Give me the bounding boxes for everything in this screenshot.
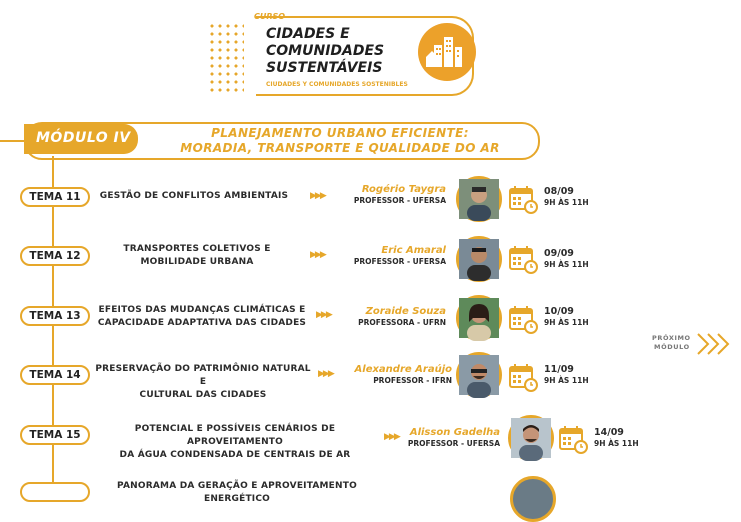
speaker-name: Rogério Taygra <box>361 184 446 195</box>
chevron-right-icon[interactable] <box>696 332 736 356</box>
topic-line2: MOBILIDADE URBANA <box>140 257 254 267</box>
date-hours: 9H ÀS 11H <box>544 260 589 269</box>
session-date <box>544 248 589 269</box>
schedule-row <box>0 228 741 284</box>
topic-text <box>90 423 380 462</box>
speaker-role: PROFESSORA - UFRN <box>358 318 446 327</box>
topic-text <box>92 363 314 402</box>
module-title <box>148 126 532 156</box>
triple-arrow-icon: ▶▶▶ <box>310 250 325 260</box>
tema-badge: TEMA 15 <box>20 425 90 445</box>
speaker-info <box>346 184 446 205</box>
speaker-name: Zoraide Souza <box>365 306 446 317</box>
tema-badge <box>20 482 90 502</box>
tema-badge: TEMA 12 <box>20 246 90 266</box>
module-label: MÓDULO IV <box>36 130 131 146</box>
module-title-line2: MORADIA, TRANSPORTE E QUALIDADE DO AR <box>180 141 500 155</box>
date-hours: 9H ÀS 11H <box>594 439 639 448</box>
speaker-role: PROFESSOR - UFERSA <box>407 439 500 448</box>
date-hours: 9H ÀS 11H <box>544 198 589 207</box>
tema-badge: TEMA 14 <box>20 365 90 385</box>
speaker-avatar <box>456 176 502 222</box>
speaker-avatar <box>508 415 554 461</box>
topic-line1: EFEITOS DAS MUDANÇAS CLIMÁTICAS E <box>98 305 306 315</box>
topic-line2: CULTURAL DAS CIDADES <box>139 390 267 400</box>
city-buildings-icon <box>418 23 476 81</box>
course-label: CURSO <box>254 12 286 21</box>
date-hours: 9H ÀS 11H <box>544 376 589 385</box>
course-subtitle: CIUDADES Y COMUNIDADES SOSTENIBLES <box>266 81 408 88</box>
speaker-role: PROFESSOR - UFERSA <box>353 257 446 266</box>
topic-line1: GESTÃO DE CONFLITOS AMBIENTAIS <box>99 191 289 201</box>
speaker-info <box>402 427 500 448</box>
schedule-row <box>0 408 741 464</box>
triple-arrow-icon: ▶▶▶ <box>316 310 331 320</box>
topic-line1: PRESERVAÇÃO DO PATRIMÔNIO NATURAL E <box>95 364 311 387</box>
session-date <box>544 364 589 385</box>
session-date <box>594 427 639 448</box>
speaker-info <box>346 245 446 266</box>
session-date <box>544 306 589 327</box>
speaker-role: PROFESSOR - IFRN <box>373 376 452 385</box>
calendar-clock-icon <box>558 424 588 454</box>
date-day: 11/09 <box>544 364 574 375</box>
next-line1: PRÓXIMO <box>652 334 691 342</box>
calendar-clock-icon <box>508 304 538 334</box>
date-day: 09/09 <box>544 248 574 259</box>
module-title-line1: PLANEJAMENTO URBANO EFICIENTE: <box>211 126 469 140</box>
schedule-row <box>0 172 741 228</box>
next-module-label[interactable] <box>652 334 691 352</box>
topic-text <box>92 190 296 203</box>
speaker-avatar <box>510 476 556 522</box>
speaker-name: Eric Amaral <box>381 245 446 256</box>
speaker-name: Alexandre Araújo <box>354 364 452 375</box>
calendar-clock-icon <box>508 184 538 214</box>
topic-line2: CAPACIDADE ADAPTATIVA DAS CIDADES <box>97 318 307 328</box>
next-line2: MÓDULO <box>654 343 690 351</box>
schedule-row <box>0 346 741 402</box>
speaker-name: Alisson Gadelha <box>409 427 500 438</box>
speaker-avatar <box>456 295 502 341</box>
topic-text <box>92 243 302 269</box>
topic-line2: DA ÁGUA CONDENSADA DE CENTRAIS DE AR <box>119 450 351 460</box>
calendar-clock-icon <box>508 244 538 274</box>
date-day: 10/09 <box>544 306 574 317</box>
course-title: CIDADES E COMUNIDADES SUSTENTÁVEIS <box>266 26 385 76</box>
decorative-dot-grid <box>208 22 244 94</box>
tema-badge: TEMA 13 <box>20 306 90 326</box>
triple-arrow-icon: ▶▶▶ <box>310 191 325 201</box>
speaker-info <box>340 306 446 327</box>
schedule-row <box>0 288 741 344</box>
triple-arrow-icon: ▶▶▶ <box>318 369 333 379</box>
topic-text <box>92 304 312 330</box>
speaker-avatar <box>456 236 502 282</box>
speaker-role: PROFESSOR - UFERSA <box>353 196 446 205</box>
speaker-info <box>340 364 452 385</box>
topic-line1: PANORAMA DA GERAÇÃO E APROVEITAMENTO ENERGÉTICO <box>117 481 357 504</box>
date-day: 14/09 <box>594 427 624 438</box>
schedule-row-partial <box>0 476 741 504</box>
calendar-clock-icon <box>508 362 538 392</box>
triple-arrow-icon: ▶▶▶ <box>384 432 399 442</box>
speaker-avatar <box>456 352 502 398</box>
date-hours: 9H ÀS 11H <box>544 318 589 327</box>
session-date <box>544 186 589 207</box>
date-day: 08/09 <box>544 186 574 197</box>
tema-badge: TEMA 11 <box>20 187 90 207</box>
topic-line1: POTENCIAL E POSSÍVEIS CENÁRIOS DE APROVEITAMENTO <box>134 424 336 447</box>
topic-line1: TRANSPORTES COLETIVOS E <box>123 244 271 254</box>
